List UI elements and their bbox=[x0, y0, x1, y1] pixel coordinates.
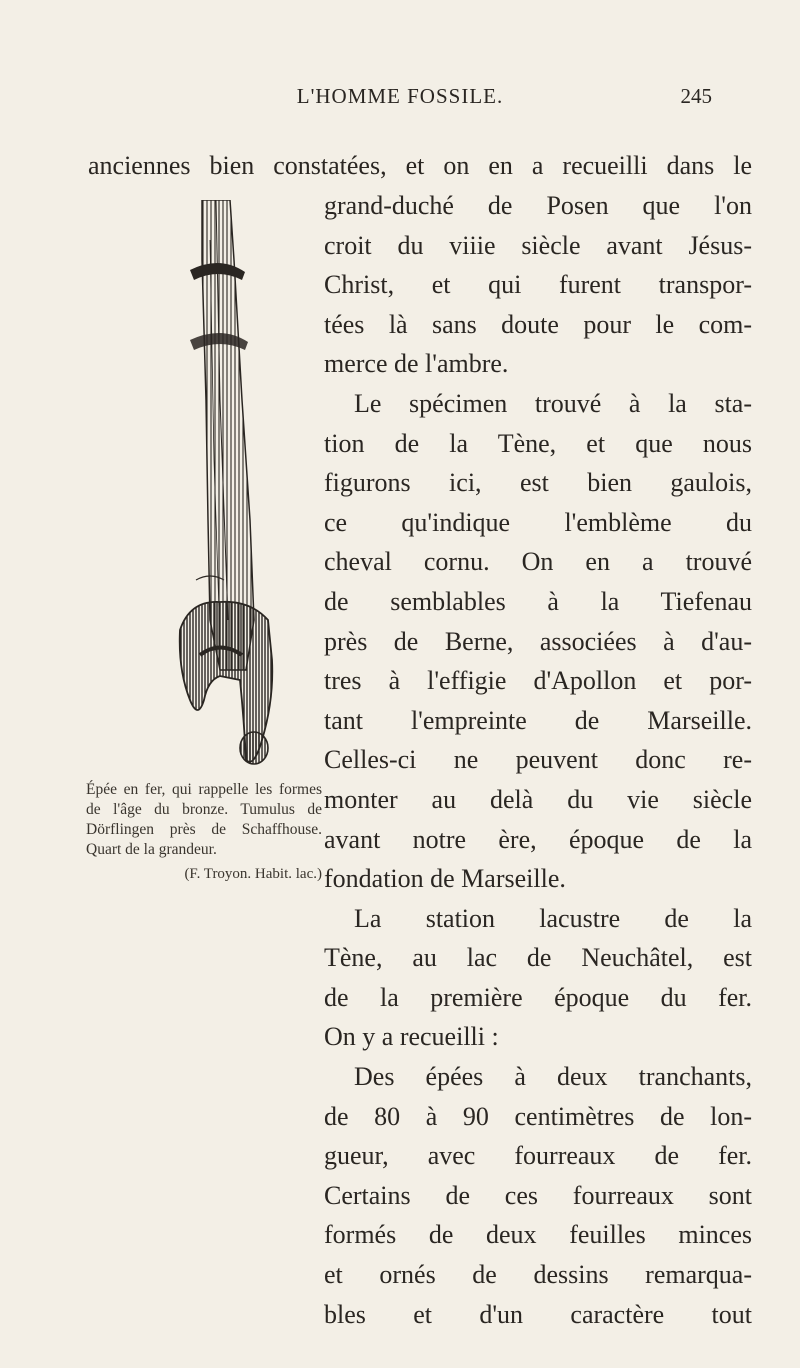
text-line: monter au delà du vie siècle bbox=[324, 784, 752, 814]
text-line: fondation de Marseille. bbox=[324, 864, 566, 894]
text-line: La station lacustre de la bbox=[354, 903, 752, 933]
text-line: Certains de ces fourreaux sont bbox=[324, 1180, 752, 1210]
text-line: croit du viiie siècle avant Jésus- bbox=[324, 230, 752, 260]
text-line: de semblables à la Tiefenau bbox=[324, 586, 752, 616]
text-line: et ornés de dessins remarqua- bbox=[324, 1260, 752, 1290]
text-line: tant l'empreinte de Marseille. bbox=[324, 705, 752, 735]
text-line: On y a recueilli : bbox=[324, 1022, 499, 1052]
figure-caption bbox=[86, 780, 322, 884]
text-line: cheval cornu. On en a trouvé bbox=[324, 547, 752, 577]
caption-credit: (F. Troyon. Habit. lac.) bbox=[184, 866, 322, 882]
text-line: Le spécimen trouvé à la sta- bbox=[354, 388, 752, 418]
text-line: avant notre ère, époque de la bbox=[324, 824, 752, 854]
text-line: Tène, au lac de Neuchâtel, est bbox=[324, 943, 752, 973]
text-line: Celles-ci ne peuvent donc re- bbox=[324, 745, 752, 775]
page-header bbox=[0, 84, 800, 124]
text-line: gueur, avec fourreaux de fer. bbox=[324, 1141, 752, 1171]
text-line: tres à l'effigie d'Apollon et por- bbox=[324, 666, 752, 696]
text-line: formés de deux feuilles minces bbox=[324, 1220, 752, 1250]
text-line: de la première époque du fer. bbox=[324, 982, 752, 1012]
text-line: tées là sans doute pour le com- bbox=[324, 309, 752, 339]
text-line: bles et d'un caractère tout bbox=[324, 1299, 752, 1329]
caption-text: Épée en fer, qui rappelle les formes de l'âge du bronze. Tumulus de Dörflingen près de Schaffhouse. Quart de la grandeur. bbox=[86, 781, 322, 858]
text-line: Des épées à deux tranchants, bbox=[354, 1062, 752, 1092]
text-line: figurons ici, est bien gaulois, bbox=[324, 468, 752, 498]
page-number: 245 bbox=[680, 84, 712, 108]
text-line: tion de la Tène, et que nous bbox=[324, 428, 752, 458]
body-column bbox=[324, 186, 752, 1334]
text-line: près de Berne, associées à d'au- bbox=[324, 626, 752, 656]
text-line: ce qu'indique l'emblème du bbox=[324, 507, 752, 537]
text-line: merce de l'ambre. bbox=[324, 349, 509, 379]
text-line: grand-duché de Posen que l'on bbox=[324, 191, 752, 220]
text-line: Christ, et qui furent transpor- bbox=[324, 270, 752, 300]
body-first-line: anciennes bien constatées, et on en a recueilli dans le bbox=[88, 151, 752, 180]
text-line: de 80 à 90 centimètres de lon- bbox=[324, 1101, 752, 1131]
sword-illustration bbox=[150, 200, 310, 770]
running-title: L'HOMME FOSSILE. bbox=[296, 84, 504, 108]
